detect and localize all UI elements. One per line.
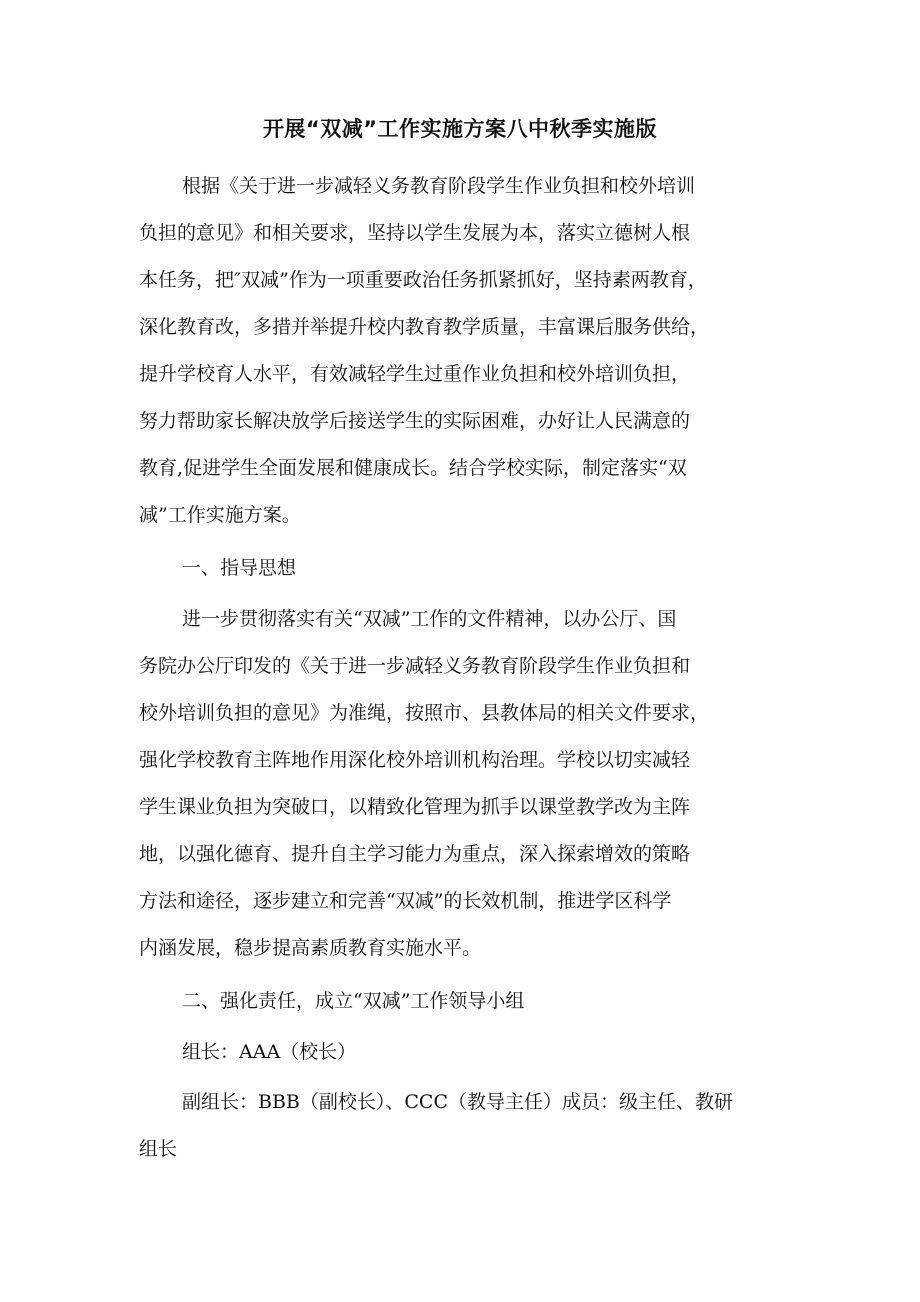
paragraph-line: 提升学校育人水平，有效减轻学生过重作业负担和校外培训负担， bbox=[139, 363, 691, 385]
paragraph-line: 负担的意见》和相关要求，坚持以学生发展为本，落实立德树人根 bbox=[139, 222, 691, 244]
paragraph-line: 组长 bbox=[139, 1138, 178, 1160]
paragraph-line: 学生课业负担为突破口，以精致化管理为抓手以课堂教学改为主阵 bbox=[139, 796, 691, 818]
paragraph-line: 强化学校教育主阵地作用深化校外培训机构治理。学校以切实减轻 bbox=[139, 749, 691, 771]
paragraph-line: 根据《关于进一步减轻义务教育阶段学生作业负担和校外培训 bbox=[182, 175, 696, 197]
paragraph-line: 方法和途径，逐步建立和完善“双减”的长效机制，推进学区科学 bbox=[139, 890, 672, 912]
document-title: 开展“双减”工作实施方案八中秋季实施版 bbox=[262, 117, 658, 141]
deputy-leader-line: 副组长：BBB（副校长）、CCC（教导主任）成员：级主任、教研 bbox=[182, 1091, 734, 1113]
paragraph-line: 务院办公厅印发的《关于进一步减轻义务教育阶段学生作业负担和 bbox=[139, 655, 691, 677]
leader-line: 组长：AAA（校长） bbox=[182, 1041, 357, 1063]
paragraph-line: 进一步贯彻落实有关“双减”工作的文件精神，以办公厅、国 bbox=[182, 608, 677, 630]
section-heading: 二、强化责任，成立“双减”工作领导小组 bbox=[182, 990, 525, 1012]
paragraph-line: 努力帮助家长解决放学后接送学生的实际困难，办好让人民满意的 bbox=[139, 410, 691, 432]
paragraph-line: 校外培训负担的意见》为准绳，按照市、县教体局的相关文件要求， bbox=[139, 702, 710, 724]
paragraph-line: 本任务，把″双减”作为一项重要政治任务抓紧抓好，坚持素两教育， bbox=[139, 269, 707, 291]
paragraph-line: 减”工作实施方案。 bbox=[139, 504, 301, 526]
paragraph-line: 深化教育改，多措并举提升校内教育教学质量，丰富课后服务供给， bbox=[139, 316, 710, 338]
paragraph-line: 内涵发展，稳步提高素质教育实施水平。 bbox=[139, 937, 482, 959]
paragraph-line: 教育,促进学生全面发展和健康成长。结合学校实际，制定落实“双 bbox=[139, 457, 687, 479]
paragraph-line: 地，以强化德育、提升自主学习能力为重点，深入探索增效的策略 bbox=[139, 843, 691, 865]
section-heading: 一、指导思想 bbox=[182, 557, 297, 579]
